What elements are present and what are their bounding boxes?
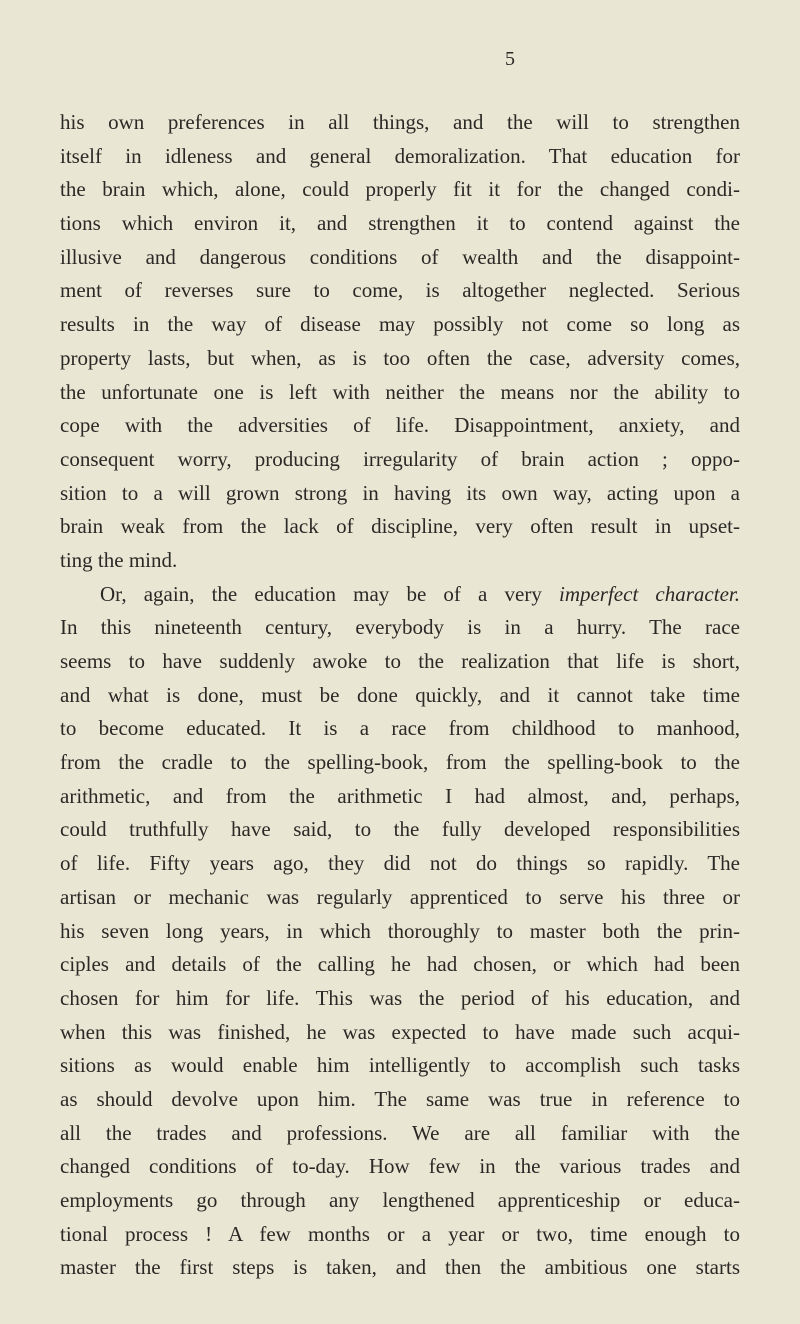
text-line: In this nineteenth century, everybody is in a hurry. The race bbox=[60, 615, 740, 640]
text-line: artisan or mechanic was regularly apprenticed to serve his three or bbox=[60, 884, 740, 909]
text-line: itself in idleness and general demoralization. That education for bbox=[60, 143, 740, 168]
text-line: arithmetic, and from the arithmetic I had almost, and, perhaps, bbox=[60, 783, 740, 808]
text-line: sition to a will grown strong in having its own way, acting upon a bbox=[60, 480, 740, 505]
text-line: illusive and dangerous conditions of wealth and the disappoint- bbox=[60, 244, 740, 269]
text-line: changed conditions of to-day. How few in the various trades and bbox=[60, 1154, 740, 1179]
text-line: and what is done, must be done quickly, and it cannot take time bbox=[60, 682, 740, 707]
text-line: the unfortunate one is left with neither the means nor the ability to bbox=[60, 379, 740, 404]
text-line: chosen for him for life. This was the period of his education, and bbox=[60, 985, 740, 1010]
text-line: employments go through any lengthened apprenticeship or educa- bbox=[60, 1188, 740, 1212]
text-line: ting the mind. bbox=[60, 547, 178, 572]
paragraph-text: Or, again, the education may be of a very bbox=[100, 581, 559, 606]
paragraph-start-line bbox=[60, 578, 740, 612]
text-line: master the first steps is taken, and then the ambitious one starts bbox=[60, 1255, 740, 1280]
text-line: cope with the adversities of life. Disappointment, anxiety, and bbox=[60, 413, 740, 438]
body-text bbox=[60, 106, 740, 1285]
text-line: from the cradle to the spelling-book, from the spelling-book to the bbox=[60, 750, 740, 775]
text-line: to become educated. It is a race from childhood to manhood, bbox=[60, 716, 740, 741]
text-line: property lasts, but when, as is too often the case, adversity comes, bbox=[60, 345, 740, 370]
text-line: tions which environ it, and strengthen it to contend against the bbox=[60, 211, 740, 236]
page-number: 5 bbox=[505, 48, 515, 70]
text-line: the brain which, alone, could properly fit it for the changed condi- bbox=[60, 177, 740, 202]
text-line: seems to have suddenly awoke to the realization that life is short, bbox=[60, 649, 740, 673]
text-line: of life. Fifty years ago, they did not do things so rapidly. The bbox=[60, 851, 740, 876]
text-line: when this was finished, he was expected to have made such acqui- bbox=[60, 1019, 740, 1044]
italic-phrase: imperfect character. bbox=[558, 581, 740, 606]
text-line: his own preferences in all things, and the will to strengthen bbox=[60, 110, 740, 134]
text-line: ment of reverses sure to come, is altogether neglected. Serious bbox=[60, 278, 740, 303]
text-line: could truthfully have said, to the fully developed responsibilities bbox=[60, 817, 740, 842]
text-line: consequent worry, producing irregularity of brain action ; oppo- bbox=[60, 446, 740, 471]
text-line: ciples and details of the calling he had chosen, or which had been bbox=[60, 952, 740, 977]
text-line: as should devolve upon him. The same was true in reference to bbox=[60, 1086, 740, 1111]
text-line: all the trades and professions. We are all familiar with the bbox=[60, 1120, 740, 1145]
text-line: results in the way of disease may possibly not come so long as bbox=[60, 312, 740, 337]
text-line: tional process ! A few months or a year or two, time enough to bbox=[60, 1221, 740, 1246]
text-line: his seven long years, in which thoroughly to master both the prin- bbox=[60, 918, 740, 943]
text-line: sitions as would enable him intelligently to accomplish such tasks bbox=[60, 1053, 740, 1078]
text-line: brain weak from the lack of discipline, very often result in upset- bbox=[60, 514, 740, 539]
